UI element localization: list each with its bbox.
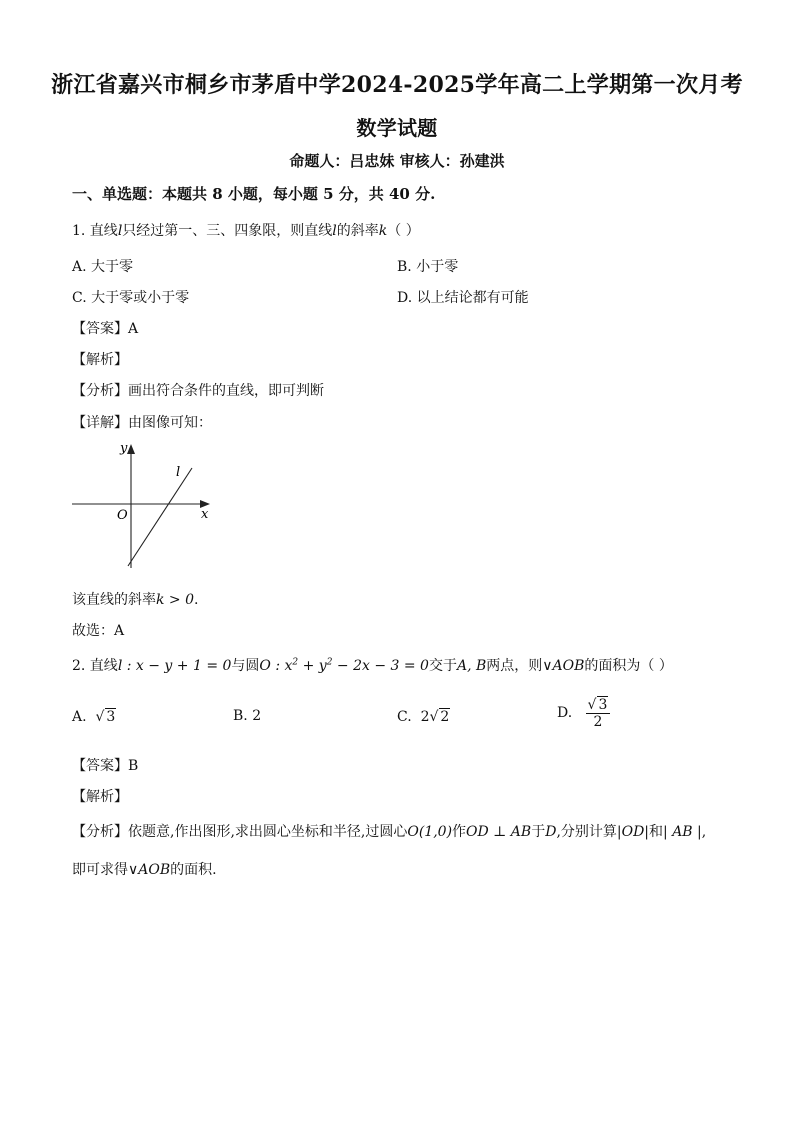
line-l-label: l bbox=[176, 465, 181, 480]
y-axis-arrow bbox=[127, 444, 135, 454]
q1-option-b: B. 小于零 bbox=[397, 259, 459, 275]
q1-answer: 【答案】A bbox=[72, 321, 139, 337]
q1-detail: 【详解】由图像可知： bbox=[72, 415, 212, 431]
document-subtitle: 数学试题 bbox=[356, 116, 438, 140]
q2-answer: 【答案】B bbox=[72, 758, 139, 774]
q2-option-a: A. √ 3 bbox=[72, 709, 116, 725]
x-axis-label: x bbox=[201, 507, 209, 522]
authors-line: 命题人：吕忠妹 审核人：孙建洪 bbox=[289, 152, 505, 170]
q2-fenxi-line1: 【分析】依题意,作出图形,求出圆心坐标和半径,过圆心O(1,0)作OD ⊥ AB于D,分别计算|OD|和| AB |, bbox=[72, 824, 707, 840]
q2-stem: 2. 直线l : x − y + 1 = 0与圆O : $x^2 + y^2 - 2x - 3 = 0$交于A, B两点，则∨AOB的面积为（ ） bbox=[72, 657, 673, 674]
document-title: 浙江省嘉兴市桐乡市茅盾中学2024-2025学年高二上学期第一次月考 bbox=[51, 72, 743, 98]
q2-fenxi-line2: 即可求得∨AOB的面积. bbox=[72, 862, 217, 878]
q1-option-c: C. 大于零或小于零 bbox=[72, 290, 190, 306]
line-l bbox=[128, 468, 192, 566]
q1-conclusion: 该直线的斜率k > 0. bbox=[72, 592, 199, 608]
q1-option-d: D. 以上结论都有可能 bbox=[397, 290, 529, 306]
q1-fenxi: 【分析】画出符合条件的直线，即可判断 bbox=[72, 383, 324, 399]
section-heading: 一、单选题：本题共 8 小题，每小题 5 分，共 40 分. bbox=[72, 185, 436, 203]
q2-option-d: D. $\frac{√ 3}{2}$ bbox=[557, 696, 610, 730]
q2-option-c: C. 2√ 2 bbox=[397, 709, 450, 725]
q2-analysis-label: 【解析】 bbox=[72, 789, 128, 805]
q1-option-a: A. 大于零 bbox=[72, 259, 134, 275]
q1-analysis-label: 【解析】 bbox=[72, 352, 128, 368]
q1-figure bbox=[68, 438, 218, 573]
q2-option-b: B. 2 bbox=[233, 708, 262, 724]
q1-choose: 故选：A bbox=[72, 623, 125, 639]
q1-stem: 1. 直线l只经过第一、三、四象限，则直线l的斜率k（ ） bbox=[72, 223, 420, 239]
y-axis-label: y bbox=[120, 441, 128, 456]
origin-label: O bbox=[117, 508, 128, 523]
